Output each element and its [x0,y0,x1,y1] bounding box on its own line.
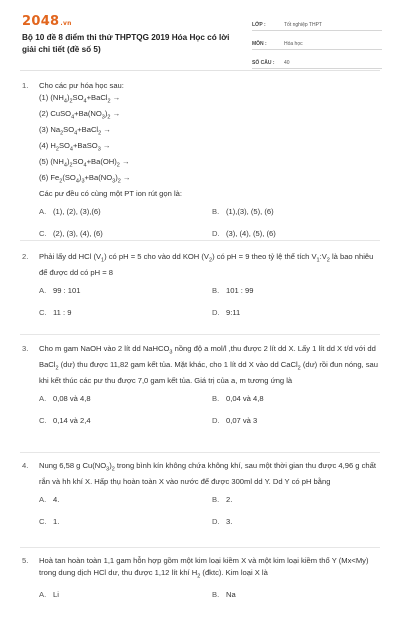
option-a[interactable]: A. 99 : 101 [39,285,81,295]
question-divider [20,334,380,335]
option-c[interactable]: C. 0,14 và 2,4 [39,415,91,425]
question-text: Hoà tan hoàn toàn 1,1 gam hỗn hợp gồm một kim loại kiềm X và một kim loại kiềm thổ Y (Mx<My) trong dung dịch HCl dư, thu được 1,12 lít khí $H_2$ (đktc). Kim loại X là [39,556,369,580]
question-divider [20,452,380,453]
question-4 [22,460,378,538]
option-d[interactable]: D. 3. [212,516,233,526]
meta-value: Hóa học [284,41,303,47]
reaction-line: (4) $H_2SO_4+BaSO_3$ → [39,140,111,153]
logo-text: 2048 [22,14,60,29]
option-a[interactable]: A. 0,08 và 4,8 [39,393,91,403]
site-logo[interactable] [22,14,72,29]
answer-options [39,393,378,437]
option-d[interactable]: D. 0,07 và 3 [212,415,258,425]
meta-label: SỐ CÂU : [252,60,275,66]
answer-options [39,285,378,329]
question-5 [22,555,378,633]
meta-value: Tốt nghiệp THPT [284,22,322,28]
option-c[interactable]: C. 11 : 9 [39,307,72,317]
question-number: 4. [22,461,29,470]
option-b[interactable]: B. 0,04 và 4,8 [212,393,264,403]
option-b[interactable]: B. Na [212,589,236,599]
header-divider [20,70,380,71]
question-number: 3. [22,344,29,353]
option-a[interactable]: A. 4. [39,494,60,504]
option-a[interactable]: A. (1), (2), (3),(6) [39,206,101,216]
meta-row-count [252,52,382,69]
logo-suffix: .vn [60,20,72,27]
meta-label: MÔN : [252,41,267,47]
meta-row-subject [252,33,382,50]
question-text: Cho các pư hóa học sau: [39,81,124,90]
option-d[interactable]: D. 9:11 [212,307,241,317]
answer-options [39,494,378,538]
option-c[interactable]: C. 1. [39,516,60,526]
reaction-line: (1) $(NH_4)_2SO_4+BaCl_2$ → [39,92,121,105]
question-text: Cho m gam NaOH vào 2 lít dd NaHCO$_3$ nồng độ a mol/l ,thu được 2 lít dd X. Lấy 1 lít dd X t/d với dd BaCl$_2$ (dư) thu được 11,82 gam kết tủa. Mặt khác, cho 1 lít dd X vào dd CaCl$_2$ (dư) rồi đun nóng, sau khi kết thúc các pư thu được 7,0 gam kết tủa. Giá trị của a, m tương ứng là [39,344,379,386]
question-text: Phải lấy dd HCl $(V_1)$ có pH = 5 cho vào dd KOH $(V_2)$ có pH = 9 theo tỷ lệ thể tích $V_1:V_2$ là bao nhiêu để được dd có pH = 8 [39,252,374,278]
question-2 [22,251,378,329]
document-meta [252,14,382,71]
question-number: 5. [22,556,29,565]
meta-value: 40 [284,60,290,66]
question-1 [22,80,378,250]
question-3 [22,343,378,437]
reaction-line: (5) $(NH_4)_2SO_4+Ba(OH)_2$ → [39,157,130,169]
reaction-line: (6) $Fe_2(SO_4)_3+Ba(NO_3)_2$ → [39,173,131,185]
option-b[interactable]: B. 2. [212,494,233,504]
question-prompt: Các pư đều có cùng một PT ion rút gọn là: [39,189,182,199]
answer-options [39,206,378,250]
option-a[interactable]: A. Li [39,589,59,599]
question-divider [20,240,380,241]
reaction-line: (3) $Na_2SO_4+BaCl_2$ → [39,124,111,137]
option-b[interactable]: B. (1),(3), (5), (6) [212,206,274,216]
meta-label: LỚP : [252,22,266,28]
document-title: Bộ 10 đề 8 điểm thi thử THPTQG 2019 Hóa Học có lời giải chi tiết (đề số 5) [22,33,230,54]
meta-row-class [252,14,382,31]
answer-options [39,589,378,633]
option-b[interactable]: B. 101 : 99 [212,285,254,295]
option-c[interactable]: C. (2), (3), (4), (6) [39,228,103,238]
question-number: 1. [22,81,29,90]
question-number: 2. [22,252,29,261]
question-divider [20,547,380,548]
reaction-line: (2) $CuSO_4+Ba(NO_3)_2$ → [39,108,121,121]
question-text: Nung 6,58 g $Cu(NO_3)_2$ trong bình kín không chứa không khí, sau một thời gian thu được 4,96 g chất rắn và hh khí X. Hấp thụ hoàn toàn X vào nước để được 300ml dd Y. Dd Y có pH bằng [39,461,376,487]
option-d[interactable]: D. (3), (4), (5), (6) [212,228,276,238]
